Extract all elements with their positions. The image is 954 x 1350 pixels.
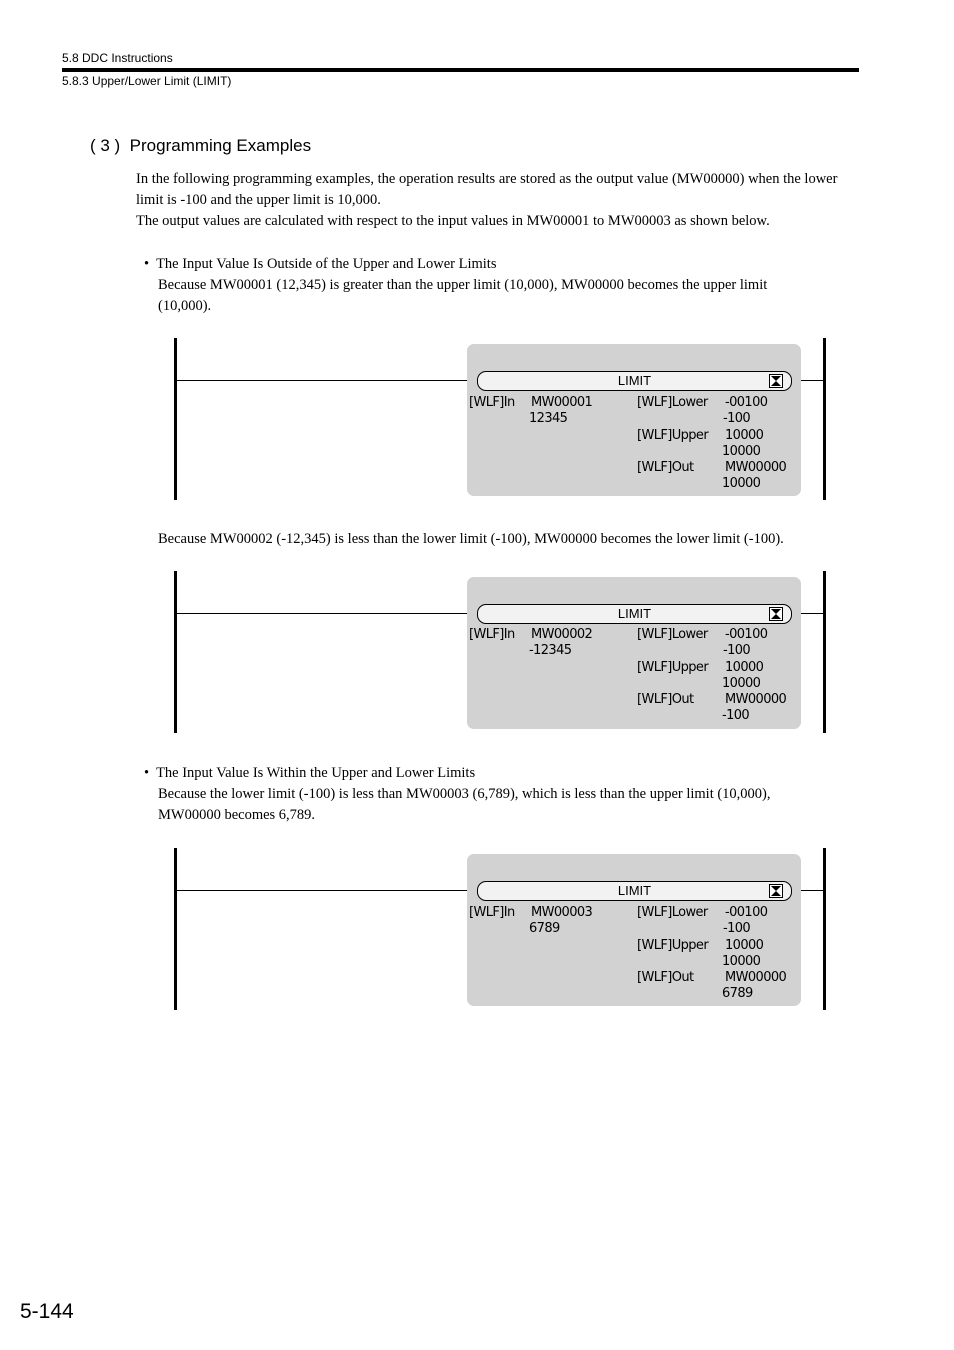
out-label: [WLF]Out [637,692,694,707]
out-value: 6789 [722,986,753,1001]
limit-function-block[interactable] [467,344,801,496]
in-label: [WLF]In [469,905,515,920]
in-label: [WLF]In [469,627,515,642]
page-number: 5-144 [20,1300,74,1323]
in-register: MW00001 [531,395,593,410]
upper-value: 10000 [722,444,761,459]
input-wire [177,380,480,381]
in-value: 12345 [529,411,568,426]
lower-value: -100 [723,921,751,936]
bullet-text-upper: Because MW00001 (12,345) is greater than the upper limit (10,000), MW00000 becomes the upper limit (10,000). [158,277,768,314]
intro-paragraph-2: The output values are calculated with respect to the input values in MW00001 to MW00003 as shown below. [136,213,770,229]
out-label: [WLF]Out [637,460,694,475]
ladder-diagram-3 [174,848,826,1010]
bullet-text-within: Because the lower limit (-100) is less than MW00003 (6,789), which is less than the upper limit (10,000), MW00000 becomes 6,789. [158,786,771,823]
lower-label: [WLF]Lower [637,905,708,920]
out-register: MW00000 [725,460,787,475]
limit-title-bar [477,604,792,624]
upper-register: 10000 [725,938,764,953]
limit-title-bar [477,371,792,391]
bullet-text-lower: Because MW00002 (-12,345) is less than the lower limit (-100), MW00000 becomes the lower limit (-100). [158,531,784,547]
left-power-rail [174,338,177,500]
ladder-diagram-1 [174,338,826,500]
limit-function-block[interactable] [467,854,801,1006]
limit-title-bar [477,881,792,901]
lower-register: -00100 [725,905,768,920]
block-name: LIMIT [617,606,652,621]
input-wire [177,613,480,614]
in-value: 6789 [529,921,560,936]
lower-register: -00100 [725,395,768,410]
block-name: LIMIT [617,373,652,388]
hourglass-icon[interactable] [769,884,783,898]
upper-label: [WLF]Upper [637,660,709,675]
right-power-rail [823,848,826,1010]
ladder-diagram-2 [174,571,826,733]
right-power-rail [823,571,826,733]
upper-value: 10000 [722,676,761,691]
upper-label: [WLF]Upper [637,428,709,443]
limit-function-block[interactable] [467,577,801,729]
out-value: -100 [722,708,750,723]
upper-register: 10000 [725,428,764,443]
hourglass-icon[interactable] [769,607,783,621]
intro-paragraph-1: In the following programming examples, the operation results are stored as the output value (MW00000) when the lower limit is -100 and the upper limit is 10,000. [136,171,838,208]
header-section: 5.8 DDC Instructions [62,51,173,65]
block-name: LIMIT [617,883,652,898]
left-power-rail [174,848,177,1010]
out-label: [WLF]Out [637,970,694,985]
header-subsection: 5.8.3 Upper/Lower Limit (LIMIT) [62,74,232,88]
right-power-rail [823,338,826,500]
out-register: MW00000 [725,692,787,707]
left-power-rail [174,571,177,733]
section-title: ( 3 ) Programming Examples [90,136,312,155]
input-wire [177,890,480,891]
in-label: [WLF]In [469,395,515,410]
hourglass-icon[interactable] [769,374,783,388]
upper-label: [WLF]Upper [637,938,709,953]
lower-register: -00100 [725,627,768,642]
lower-value: -100 [723,411,751,426]
upper-value: 10000 [722,954,761,969]
lower-value: -100 [723,643,751,658]
in-value: -12345 [529,643,572,658]
out-value: 10000 [722,476,761,491]
bullet-heading-outside: • The Input Value Is Outside of the Upper and Lower Limits [144,256,497,272]
out-register: MW00000 [725,970,787,985]
lower-label: [WLF]Lower [637,395,708,410]
in-register: MW00003 [531,905,593,920]
upper-register: 10000 [725,660,764,675]
lower-label: [WLF]Lower [637,627,708,642]
bullet-heading-within: • The Input Value Is Within the Upper and Lower Limits [144,765,476,781]
in-register: MW00002 [531,627,593,642]
header-rule [62,68,859,72]
